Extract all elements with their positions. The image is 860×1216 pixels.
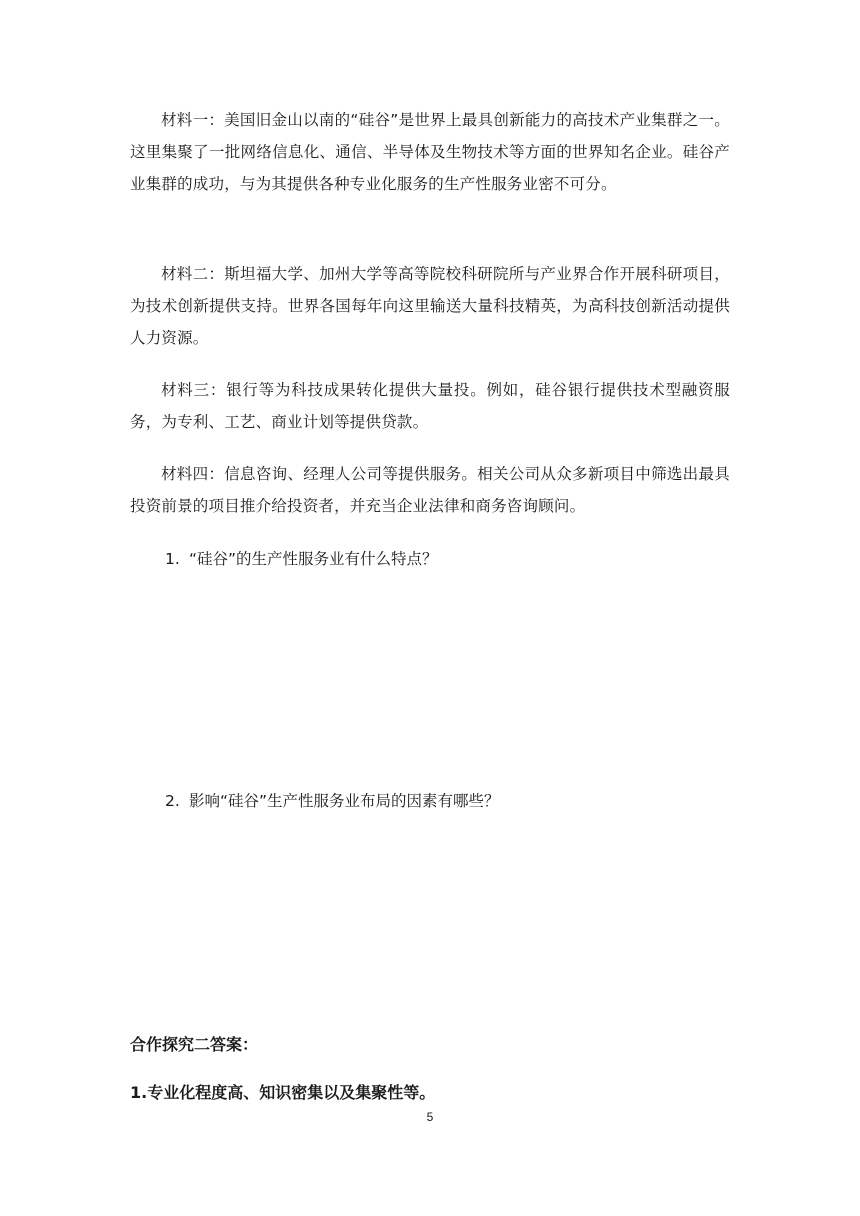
answer-1: 1.专业化程度高、知识密集以及集聚性等。 <box>130 1083 436 1102</box>
page-number: 5 <box>426 1110 434 1124</box>
question-2-number: 2. <box>165 792 180 810</box>
question-1 <box>165 543 438 575</box>
material-paragraph-3: 材料三：银行等为科技成果转化提供大量投。例如，硅谷银行提供技术型融资服务，为专利、工艺、商业计划等提供贷款。 <box>130 381 730 431</box>
material-paragraph-2: 材料二：斯坦福大学、加州大学等高等院校科研院所与产业界合作开展科研项目，为技术创新提供支持。世界各国每年向这里输送大量科技精英，为高科技创新活动提供人力资源。 <box>130 265 730 347</box>
question-1-number: 1. <box>165 550 180 568</box>
question-2 <box>165 785 500 817</box>
material-paragraph-1: 材料一：美国旧金山以南的“硅谷”是世界上最具创新能力的高技术产业集群之一。 这里集聚了一批网络信息化、通信、半导体及生物技术等方面的世界知名企业。硅谷产业集群的成功，与为其提供各种专业化服务的生产性服务业密不可分。 <box>130 111 730 193</box>
material-paragraph-4: 材料四：信息咨询、经理人公司等提供服务。相关公司从众多新项目中筛选出最具投资前景的项目推介给投资者，并充当企业法律和商务咨询顾问。 <box>130 465 730 515</box>
question-2-text: 影响“硅谷”生产性服务业布局的因素有哪些？ <box>189 792 500 810</box>
question-1-text: “硅谷”的生产性服务业有什么特点？ <box>189 550 438 568</box>
answer-heading: 合作探究二答案： <box>130 1035 259 1054</box>
